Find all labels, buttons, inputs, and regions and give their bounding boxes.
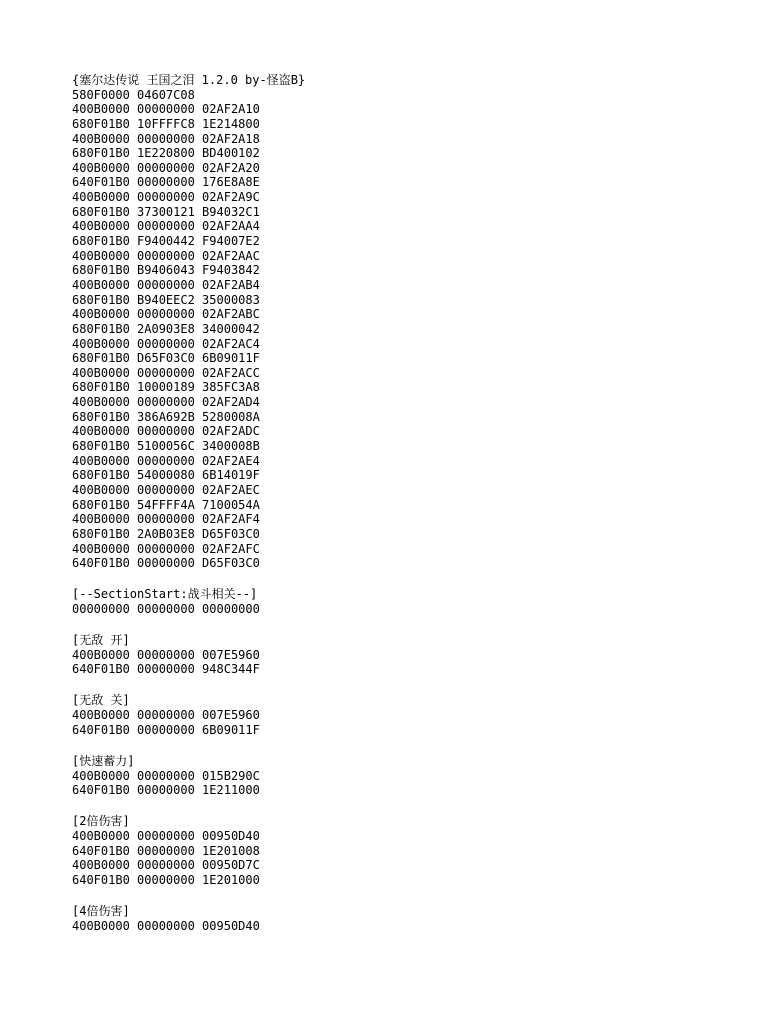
cheat-header: [无敌 关] — [72, 693, 130, 708]
cheat-block — [72, 633, 752, 677]
code-line: 640F01B0 00000000 1E201008 — [72, 843, 260, 858]
code-line: 400B0000 00000000 007E5960 — [72, 647, 260, 662]
block-gap — [72, 737, 752, 754]
code-line: 400B0000 00000000 02AF2A18 — [72, 131, 260, 146]
code-line: 400B0000 00000000 02AF2AAC — [72, 248, 260, 263]
code-line: 00000000 00000000 00000000 — [72, 601, 260, 616]
code-line: 680F01B0 386A692B 5280008A — [72, 409, 260, 424]
code-line: 400B0000 00000000 00950D7C — [72, 858, 260, 873]
code-line: 400B0000 00000000 007E5960 — [72, 708, 260, 723]
code-line: 580F0000 04607C08 — [72, 87, 195, 102]
cheat-block — [72, 587, 752, 616]
cheat-block — [72, 904, 752, 933]
code-line: 400B0000 00000000 02AF2AF4 — [72, 512, 260, 527]
cheat-header: [快速蓄力] — [72, 753, 135, 768]
code-line: 640F01B0 00000000 1E211000 — [72, 783, 260, 798]
code-line: 400B0000 00000000 02AF2AB4 — [72, 277, 260, 292]
code-line: 680F01B0 37300121 B94032C1 — [72, 204, 260, 219]
block-gap — [72, 677, 752, 694]
code-line: 400B0000 00000000 02AF2ABC — [72, 307, 260, 322]
code-line: 680F01B0 10000189 385FC3A8 — [72, 380, 260, 395]
cheat-block — [72, 693, 752, 737]
code-line: 400B0000 00000000 02AF2AD4 — [72, 395, 260, 410]
code-line: 680F01B0 B9406043 F9403842 — [72, 263, 260, 278]
code-line: 680F01B0 5100056C 3400008B — [72, 439, 260, 454]
code-line: 640F01B0 00000000 176E8A8E — [72, 175, 260, 190]
block-gap — [72, 617, 752, 634]
code-line: 400B0000 00000000 02AF2AC4 — [72, 336, 260, 351]
code-line: 400B0000 00000000 02AF2AEC — [72, 482, 260, 497]
code-line: 400B0000 00000000 02AF2A20 — [72, 160, 260, 175]
cheat-header: {塞尔达传说 王国之泪 1.2.0 by-怪盗B} — [72, 73, 306, 87]
code-line: 640F01B0 00000000 1E201000 — [72, 872, 260, 887]
code-line: 400B0000 00000000 02AF2ACC — [72, 365, 260, 380]
code-line: 640F01B0 00000000 D65F03C0 — [72, 556, 260, 571]
code-line: 680F01B0 54000080 6B14019F — [72, 468, 260, 483]
cheat-block — [72, 754, 752, 798]
code-line: 400B0000 00000000 02AF2AA4 — [72, 219, 260, 234]
code-line: 400B0000 00000000 00950D40 — [72, 918, 260, 933]
block-gap — [72, 888, 752, 905]
block-gap — [72, 798, 752, 815]
cheat-header: [4倍伤害] — [72, 904, 130, 919]
code-line: 400B0000 00000000 02AF2ADC — [72, 424, 260, 439]
cheat-code-document — [72, 73, 752, 933]
cheat-header: [无敌 开] — [72, 633, 130, 648]
code-line: 680F01B0 2A0903E8 34000042 — [72, 321, 260, 336]
code-line: 640F01B0 00000000 6B09011F — [72, 722, 260, 737]
code-line: 400B0000 00000000 015B290C — [72, 768, 260, 783]
code-line: 680F01B0 F9400442 F94007E2 — [72, 234, 260, 249]
block-gap — [72, 571, 752, 588]
code-line: 400B0000 00000000 02AF2AFC — [72, 541, 260, 556]
cheat-block — [72, 73, 752, 571]
cheat-block — [72, 814, 752, 887]
code-line: 400B0000 00000000 00950D40 — [72, 828, 260, 843]
cheat-header: [2倍伤害] — [72, 814, 130, 829]
code-line: 400B0000 00000000 02AF2A10 — [72, 102, 260, 117]
code-line: 400B0000 00000000 02AF2A9C — [72, 190, 260, 205]
cheat-header: [--SectionStart:战斗相关--] — [72, 587, 258, 602]
code-line: 400B0000 00000000 02AF2AE4 — [72, 453, 260, 468]
code-line: 680F01B0 10FFFFC8 1E214800 — [72, 116, 260, 131]
code-line: 680F01B0 B940EEC2 35000083 — [72, 292, 260, 307]
code-line: 680F01B0 54FFFF4A 7100054A — [72, 497, 260, 512]
code-line: 680F01B0 2A0B03E8 D65F03C0 — [72, 526, 260, 541]
code-line: 640F01B0 00000000 948C344F — [72, 662, 260, 677]
code-line: 680F01B0 D65F03C0 6B09011F — [72, 351, 260, 366]
code-line: 680F01B0 1E220800 BD400102 — [72, 146, 260, 161]
